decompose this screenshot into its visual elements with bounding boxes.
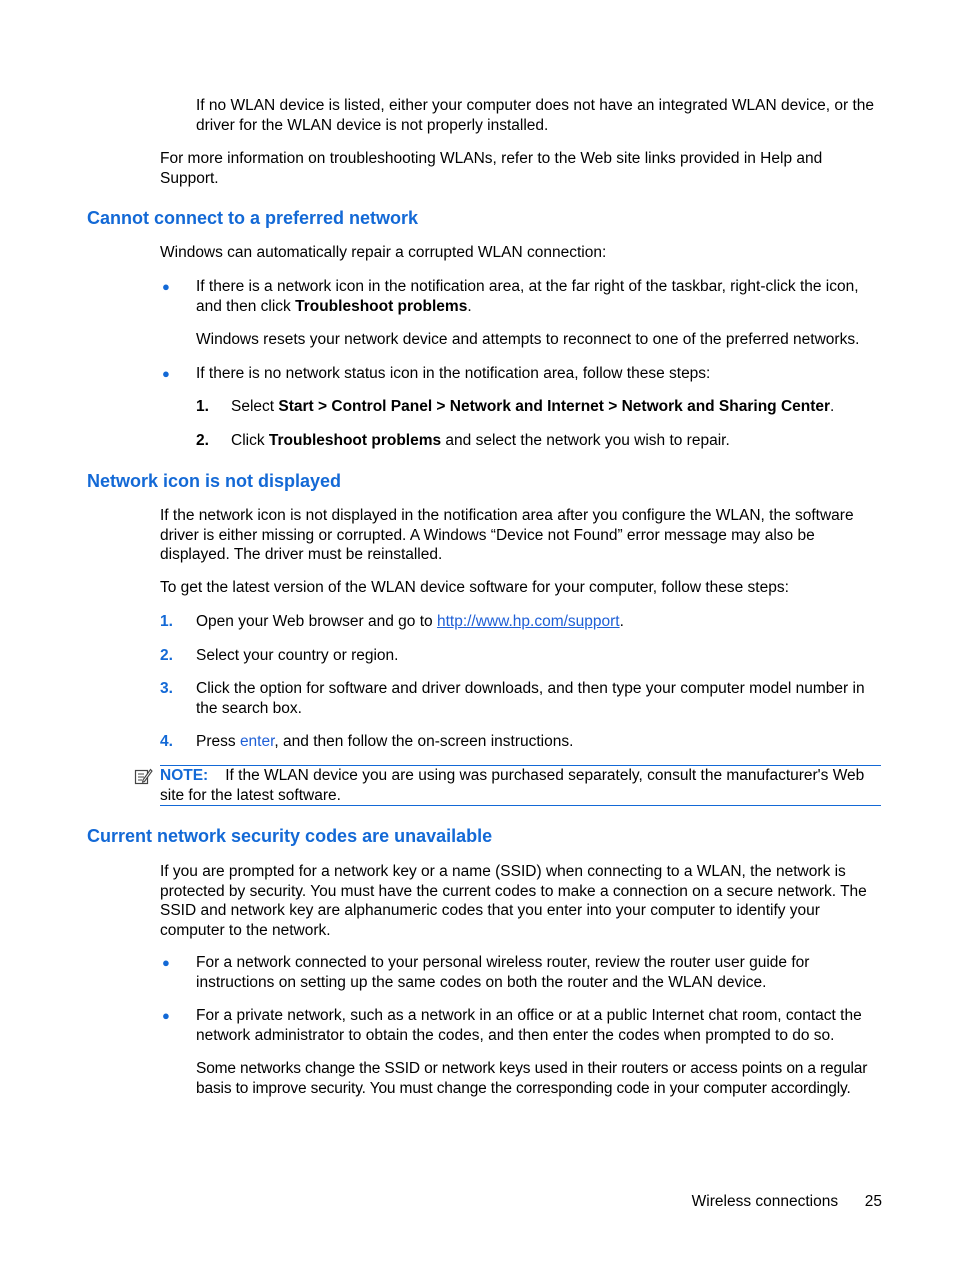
bullet-dot: ●: [162, 955, 170, 970]
section1-bullet-2: If there is no network status icon in the notification area, follow these steps:: [196, 365, 711, 382]
page-number: 25: [864, 1193, 882, 1210]
intro-paragraph-1: If no WLAN device is listed, either your computer does not have an integrated WLAN device, or the driver for the WLAN device is not properly installed.: [196, 97, 875, 134]
step-number: 2.: [160, 647, 173, 664]
step-number: 2.: [196, 432, 209, 449]
section-heading-security-codes: Current network security codes are unavailable: [87, 826, 493, 846]
hp-support-link[interactable]: http://www.hp.com/support: [436, 613, 620, 630]
note-pencil-icon: [134, 767, 153, 786]
note-bottom-rule: [160, 805, 881, 806]
section3-bullet-2-sub: Some networks change the SSID or network keys used in their routers or access points on a regular basis to improve security. You must change the corresponding code in your computer accordingly.: [196, 1060, 868, 1097]
section2-step-3: Click the option for software and driver downloads, and then type your computer model number in the search box.: [196, 680, 865, 717]
bullet-dot: ●: [162, 1008, 170, 1023]
section2-step-2: Select your country or region.: [196, 647, 399, 664]
section1-step-1: Select Start > Control Panel > Network and Internet > Network and Sharing Center.: [231, 398, 835, 415]
section2-step-1: Open your Web browser and go to http://www.hp.com/support.: [196, 613, 624, 630]
section2-step-4: Press enter, and then follow the on-screen instructions.: [196, 733, 574, 750]
step-number: 3.: [160, 680, 173, 697]
section2-paragraph-2: To get the latest version of the WLAN device software for your computer, follow these steps:: [160, 579, 789, 596]
step-number: 1.: [160, 613, 173, 630]
bullet-dot: ●: [162, 366, 170, 381]
section1-bullet-1: If there is a network icon in the notification area, at the far right of the taskbar, right-click the icon, and then click Troubleshoot problems.: [196, 278, 859, 315]
section3-bullet-1: For a network connected to your personal wireless router, review the router user guide for instructions on setting up the same codes on both the router and the WLAN device.: [196, 954, 810, 991]
footer-section-title: Wireless connections: [691, 1193, 839, 1210]
step-number: 1.: [196, 398, 209, 415]
section1-step-2: Click Troubleshoot problems and select the network you wish to repair.: [231, 432, 730, 449]
note-text: NOTE: If the WLAN device you are using was purchased separately, consult the manufacturer's Web site for the latest software.: [160, 767, 865, 804]
step-number: 4.: [160, 733, 173, 750]
section1-bullet-1-sub: Windows resets your network device and attempts to reconnect to one of the preferred networks.: [196, 331, 860, 348]
section2-paragraph-1: If the network icon is not displayed in the notification area after you configure the WLAN, the software driver is either missing or corrupted. A Windows “Device not Found” error message may also be displayed. The driver must be reinstalled.: [160, 507, 854, 563]
section-heading-preferred-network: Cannot connect to a preferred network: [87, 208, 419, 228]
page-footer: [692, 1193, 882, 1211]
section3-bullet-2: For a private network, such as a network in an office or at a public Internet chat room, contact the network administrator to obtain the codes, and then enter the codes when prompted to do so.: [196, 1007, 862, 1044]
intro-paragraph-2: For more information on troubleshooting WLANs, refer to the Web site links provided in Help and Support.: [160, 150, 823, 187]
note-label: NOTE:: [160, 767, 209, 784]
section3-paragraph-1: If you are prompted for a network key or a name (SSID) when connecting to a WLAN, the network is protected by security. You must have the current codes to make a connection on a secure network. The SSID and network key are alphanumeric codes that you enter into your computer to identify your computer to the network.: [160, 863, 867, 939]
section1-intro: Windows can automatically repair a corrupted WLAN connection:: [160, 244, 607, 261]
section-heading-network-icon: Network icon is not displayed: [87, 471, 342, 491]
bullet-dot: ●: [162, 279, 170, 294]
